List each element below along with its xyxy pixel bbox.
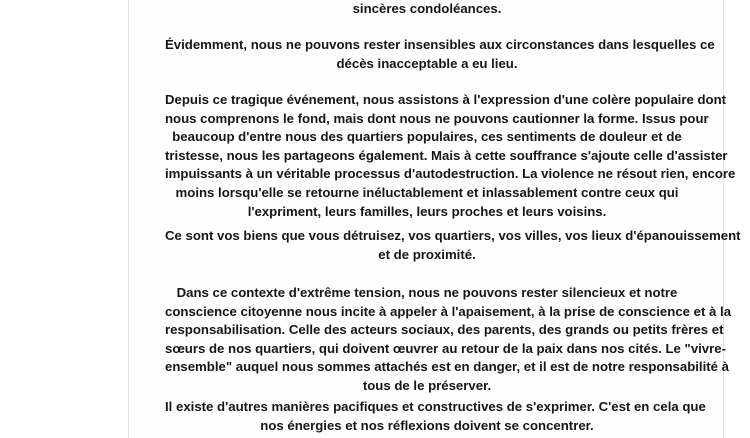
text-line: moins lorsqu'elle se retourne inéluctablement et inlassablement contre ceux qui bbox=[175, 184, 679, 200]
text-line: ensemble" auquel nous sommes attachés est en danger, et il est de notre responsabilité à bbox=[165, 359, 729, 375]
text-line: conscience citoyenne nous incite à appeler à l'apaisement, à la prise de conscience et à la bbox=[165, 303, 732, 319]
text-line: Ce sont vos biens que vous détruisez, vos quartiers, vos villes, vos lieux d'épanouissement bbox=[165, 228, 741, 243]
text-line: nos énergies et nos réflexions doivent se concentrer. bbox=[260, 417, 594, 433]
text-line: impuissants à un véritable processus d'autodestruction. La violence ne résout rien, encore bbox=[165, 166, 736, 182]
text-line: Depuis ce tragique événement, nous assistons à l'expression d'une colère populaire dont bbox=[165, 92, 727, 107]
text-line: Évidemment, nous ne pouvons rester insensibles aux circonstances dans lesquelles ce bbox=[165, 37, 715, 52]
text-line: nous comprenons le fond, mais dont nous ne pouvons cautionner la forme. Issus pour bbox=[165, 110, 709, 126]
text-line: et de proximité. bbox=[378, 246, 476, 262]
paragraph-circumstances bbox=[165, 36, 715, 73]
text-line: beaucoup d'entre nous des quartiers populaires, ces sentiments de douleur et de bbox=[172, 129, 682, 145]
document-page bbox=[128, 0, 741, 438]
text-line: sincères condoléances. bbox=[352, 1, 502, 16]
text-line: Il existe d'autres manières pacifiques et constructives de s'exprimer. C'est en cela que bbox=[165, 399, 706, 414]
paragraph-your-property bbox=[165, 227, 741, 264]
text-line: responsabilisation. Celle des acteurs sociaux, des parents, des grands ou petits frères et bbox=[165, 322, 724, 338]
paragraph-condolences bbox=[165, 0, 689, 19]
text-line: tous de le préserver. bbox=[362, 377, 492, 393]
text-line: sœurs de nos quartiers, qui doivent œuvrer au retour de la paix dans nos cités. Le "vivre- bbox=[165, 340, 727, 356]
text-line: tristesse, nous les partageons également. Mais à cette souffrance s'ajoute celle d'assister bbox=[165, 147, 728, 163]
paragraph-popular-anger bbox=[165, 91, 736, 221]
text-line: Dans ce contexte d'extrême tension, nous ne pouvons rester silencieux et notre bbox=[176, 285, 678, 300]
text-line: l'expriment, leurs familles, leurs proches et leurs voisins. bbox=[247, 203, 607, 219]
text-line: décès inacceptable a eu lieu. bbox=[336, 55, 518, 71]
paragraph-call-for-calm bbox=[165, 284, 732, 396]
